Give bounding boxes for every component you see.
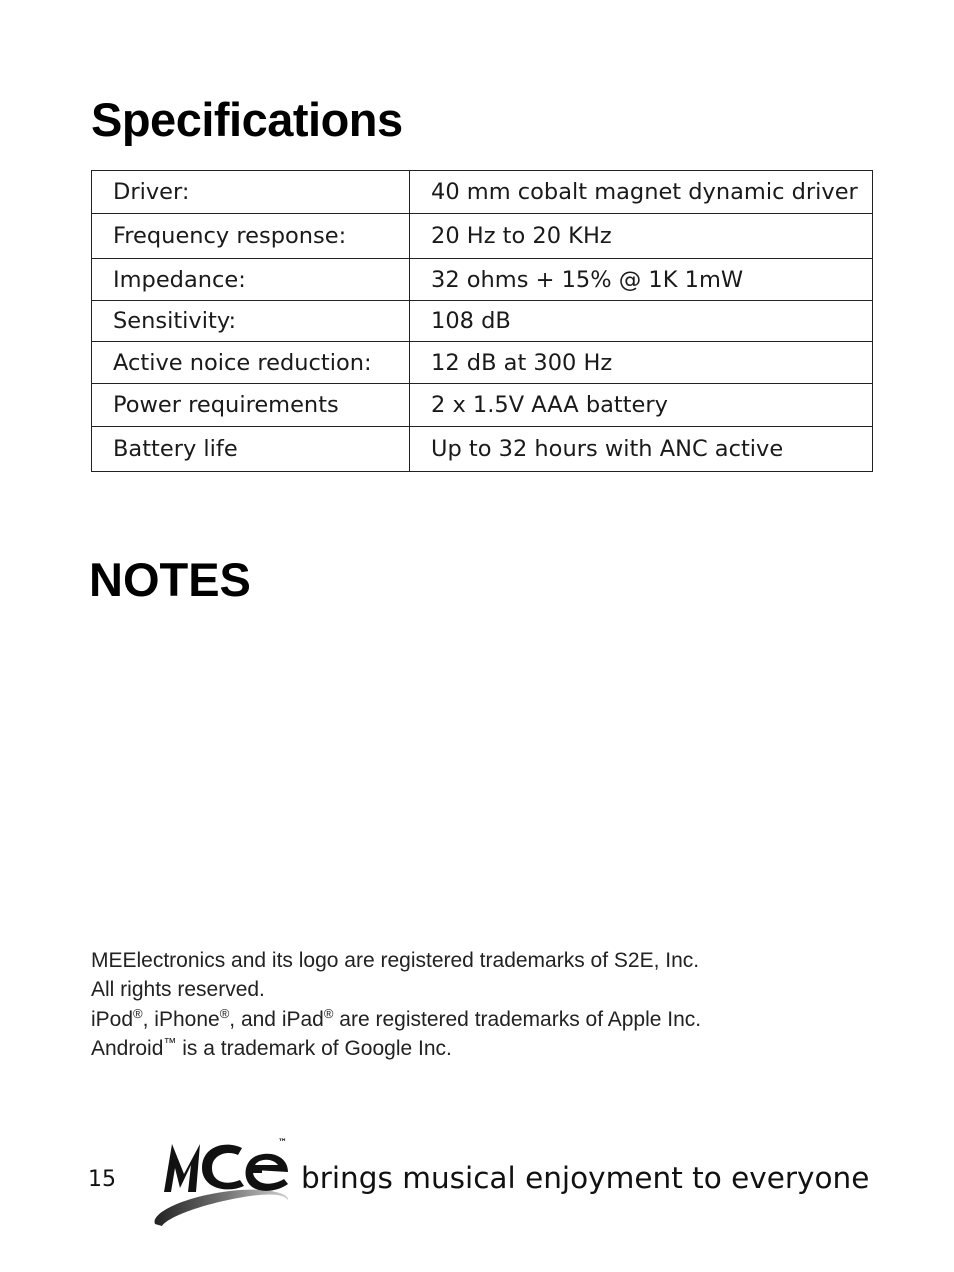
registered-mark: ® bbox=[323, 1005, 334, 1021]
page-number: 15 bbox=[88, 1167, 116, 1192]
spec-label: Impedance: bbox=[92, 259, 410, 301]
table-row bbox=[92, 214, 873, 259]
mee-logo bbox=[150, 1132, 300, 1232]
spec-value: 12 dB at 300 Hz bbox=[410, 342, 873, 384]
table-row bbox=[92, 384, 873, 427]
spec-value: 108 dB bbox=[410, 301, 873, 342]
spec-label: Battery life bbox=[92, 427, 410, 472]
logo-trademark: ™ bbox=[278, 1138, 287, 1148]
separator-text: , and bbox=[229, 1007, 282, 1031]
legal-line bbox=[91, 1034, 701, 1063]
table-row bbox=[92, 342, 873, 384]
notes-heading: NOTES bbox=[89, 553, 251, 606]
spec-value: 2 x 1.5V AAA battery bbox=[410, 384, 873, 427]
table-row bbox=[92, 171, 873, 214]
legal-line: MEElectronics and its logo are registered trademarks of S2E, Inc. bbox=[91, 949, 700, 972]
registered-mark: ® bbox=[219, 1005, 230, 1021]
spec-value: 32 ohms + 15% @ 1K 1mW bbox=[410, 259, 873, 301]
spec-label: Sensitivity: bbox=[92, 301, 410, 342]
google-trademark-text: is a trademark of Google Inc. bbox=[176, 1036, 452, 1060]
tagline: brings musical enjoyment to everyone bbox=[301, 1161, 870, 1195]
spec-value: 20 Hz to 20 KHz bbox=[410, 214, 873, 259]
table-row bbox=[92, 427, 873, 472]
table-row bbox=[92, 301, 873, 342]
spec-value: 40 mm cobalt magnet dynamic driver bbox=[410, 171, 873, 214]
separator-text: , bbox=[142, 1007, 155, 1031]
spec-label: Driver: bbox=[92, 171, 410, 214]
spec-value: Up to 32 hours with ANC active bbox=[410, 427, 873, 472]
spec-label: Power requirements bbox=[92, 384, 410, 427]
apple-trademark-text: are registered trademarks of Apple Inc. bbox=[333, 1007, 702, 1031]
legal-line: All rights reserved. bbox=[91, 978, 265, 1002]
spec-label: Active noice reduction: bbox=[92, 342, 410, 384]
spec-label: Frequency response: bbox=[92, 214, 410, 259]
trademark-mark: ™ bbox=[163, 1034, 177, 1050]
page-title: Specifications bbox=[91, 93, 403, 146]
android-text: Android bbox=[91, 1036, 164, 1060]
ipad-text: iPad bbox=[281, 1007, 324, 1031]
specifications-table bbox=[91, 170, 873, 472]
registered-mark: ® bbox=[133, 1005, 143, 1021]
ipod-text: iPod bbox=[91, 1007, 134, 1031]
legal-notice bbox=[91, 946, 701, 1063]
table-row bbox=[92, 259, 873, 301]
legal-line bbox=[91, 1005, 701, 1034]
iphone-text: iPhone bbox=[154, 1007, 220, 1031]
